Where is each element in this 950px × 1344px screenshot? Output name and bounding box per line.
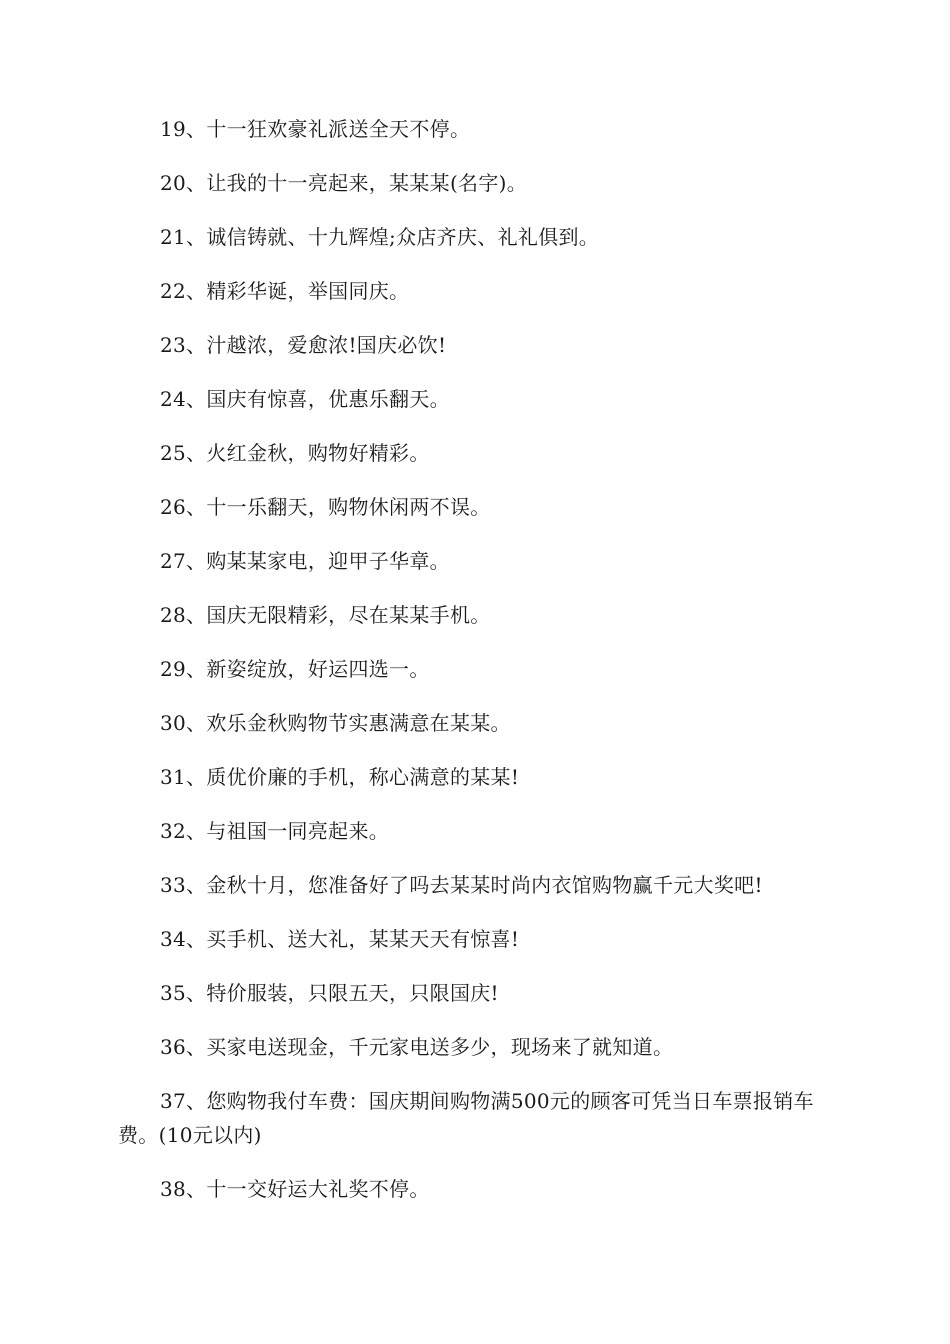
- list-item: 26、十一乐翻天，购物休闲两不误。: [160, 495, 491, 519]
- list-item: 34、买手机、送大礼，某某天天有惊喜!: [160, 927, 520, 951]
- list-item: 29、新姿绽放，好运四选一。: [160, 657, 430, 681]
- list-item: 23、汁越浓，爱愈浓!国庆必饮!: [160, 333, 447, 357]
- list-item: 37、您购物我付车费：国庆期间购物满500元的顾客可凭当日车票报销车费。(10元以内): [118, 1089, 814, 1147]
- list-item: 38、十一交好运大礼奖不停。: [160, 1177, 430, 1201]
- list-item: 30、欢乐金秋购物节实惠满意在某某。: [160, 711, 511, 735]
- document-body: [118, 112, 836, 1226]
- list-item: 22、精彩华诞，举国同庆。: [160, 279, 410, 303]
- list-item: 32、与祖国一同亮起来。: [160, 819, 390, 843]
- list-item: 36、买家电送现金，千元家电送多少，现场来了就知道。: [160, 1035, 674, 1059]
- list-item: 21、诚信铸就、十九辉煌;众店齐庆、礼礼俱到。: [160, 225, 600, 249]
- list-item: 20、让我的十一亮起来，某某某(名字)。: [160, 171, 528, 195]
- list-item: 24、国庆有惊喜，优惠乐翻天。: [160, 387, 450, 411]
- list-item: 27、购某某家电，迎甲子华章。: [160, 549, 450, 573]
- list-item: 35、特价服装，只限五天，只限国庆!: [160, 981, 499, 1005]
- list-item: 31、质优价廉的手机，称心满意的某某!: [160, 765, 520, 789]
- list-item: 25、火红金秋，购物好精彩。: [160, 441, 430, 465]
- list-item: 28、国庆无限精彩，尽在某某手机。: [160, 603, 491, 627]
- list-item: 33、金秋十月，您准备好了吗去某某时尚内衣馆购物赢千元大奖吧!: [160, 873, 763, 897]
- list-item: 19、十一狂欢豪礼派送全天不停。: [160, 117, 471, 141]
